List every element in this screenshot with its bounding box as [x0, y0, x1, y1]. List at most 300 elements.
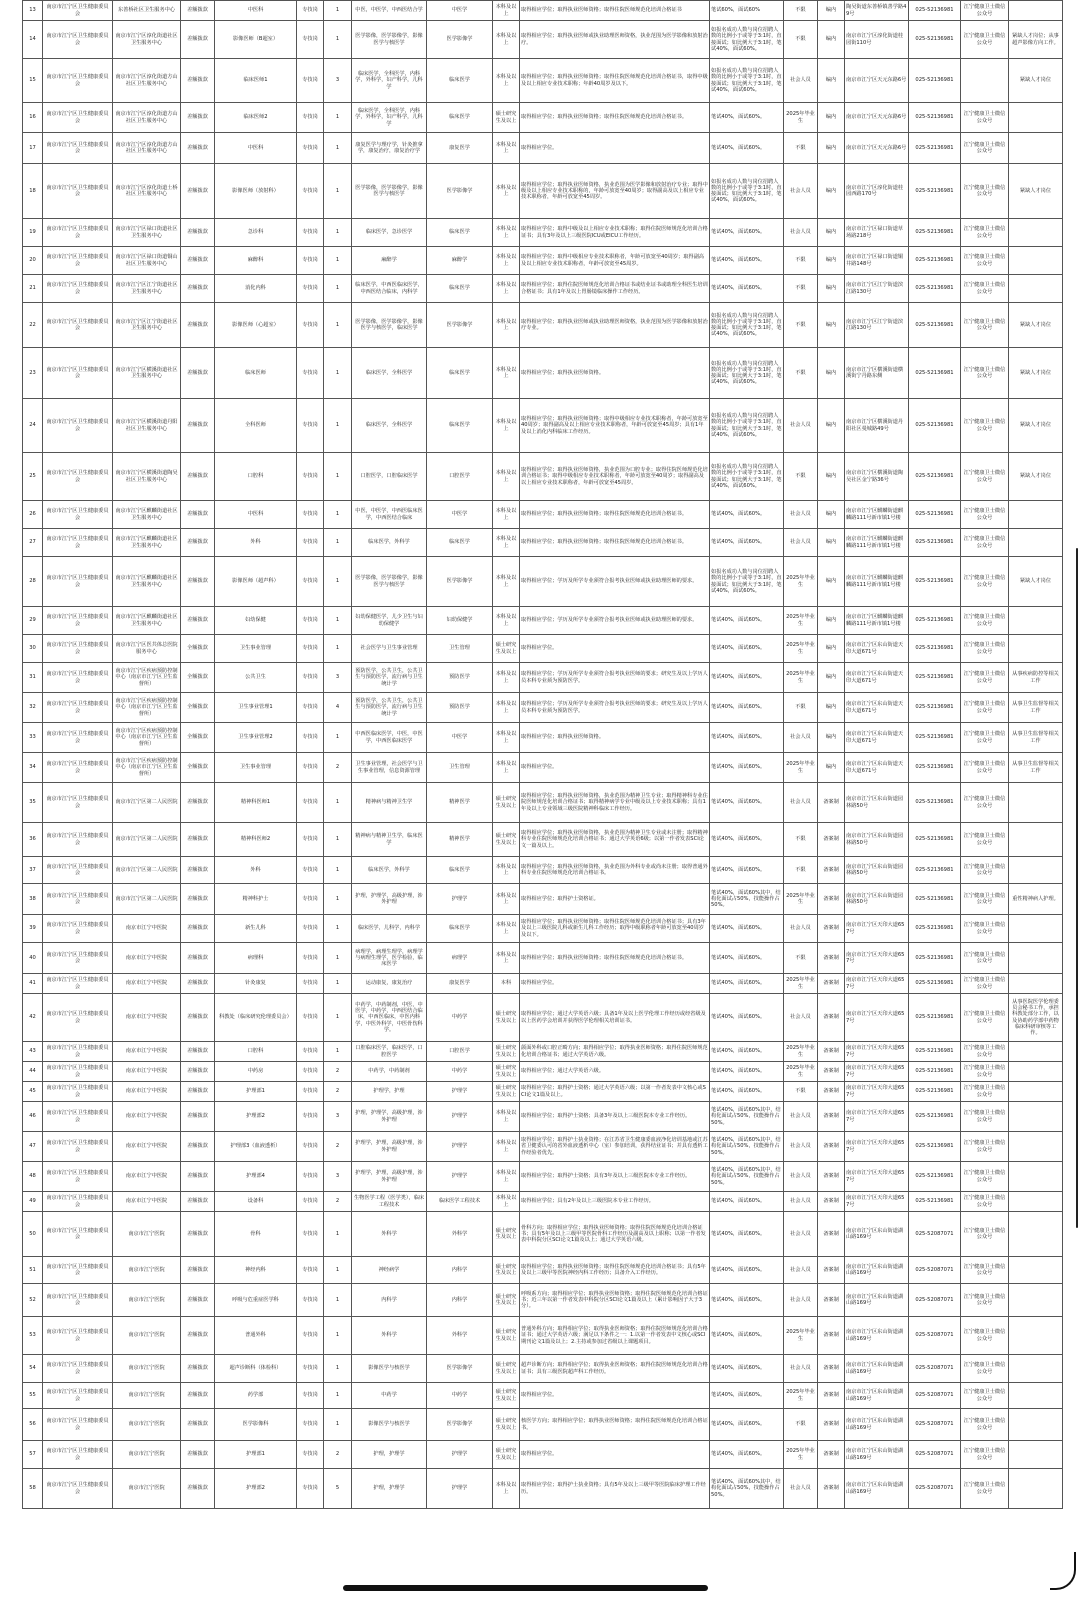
table-cell-b: 编内 — [818, 247, 845, 275]
table-cell-d: 南京市江宁区卫生健康委员会 — [43, 753, 113, 783]
table-cell-c: 1 — [324, 103, 352, 133]
table-cell-d: 南京市江宁区卫生健康委员会 — [43, 1469, 113, 1509]
table-cell-p: 中医科 — [215, 133, 297, 164]
table-cell-ph: 025-52136981 — [909, 943, 961, 974]
table-cell-pub: 江宁健康卫士微信公众号 — [961, 994, 1009, 1042]
table-cell-pub: 江宁健康卫士微信公众号 — [961, 693, 1009, 723]
table-cell-r: 核医学方向；取得相应学位；取得执业医师资格；取得住院医师规范化培训合格证书。 — [520, 1409, 710, 1441]
table-cell-u: 南京市江宁区疾病预防控制中心（南京市江宁区卫生监督所） — [113, 753, 181, 783]
scrollbar[interactable] — [1076, 548, 1078, 1228]
table-cell-f: 差额拨款 — [181, 857, 215, 884]
table-cell-b: 编内 — [818, 529, 845, 557]
table-cell-u: 南京市江宁区禄口街道社区卫生服务中心 — [113, 219, 181, 247]
table-cell-rm — [1009, 1212, 1063, 1257]
table-cell-c: 4 — [324, 693, 352, 723]
table-cell-b: 备案制 — [818, 1355, 845, 1383]
table-cell-r: 取得相应学位；取得护士资格；具有3年及以上三级医院本专业工作经历。 — [520, 1162, 710, 1192]
table-cell-p: 卫生事业管理 — [215, 635, 297, 663]
table-cell-r: 取得相应学位；具有2年及以上三级医院本专业工作经历。 — [520, 1192, 710, 1212]
table-row — [23, 1102, 1063, 1132]
table-cell-d: 南京市江宁区卫生健康委员会 — [43, 1162, 113, 1192]
table-cell-r: 取得相应学位；取得执业医师资格；取得中级相应专业技术职称者，年龄可放宽至40周岁；取得副高及以上相应专业技术职称者，年龄可放宽至45周岁；具有1年及以上消化内科临床工作经历。 — [520, 399, 710, 453]
table-cell-s: 麻醉学 — [427, 247, 493, 275]
table-row — [23, 303, 1063, 348]
table-cell-pub: 江宁健康卫士微信公众号 — [961, 884, 1009, 915]
table-cell-pub: 江宁健康卫士微信公众号 — [961, 823, 1009, 857]
table-cell-ph: 025-52136981 — [909, 59, 961, 103]
table-cell-m: 医学影像，医学影像学，影像医学与核医学 — [352, 557, 427, 607]
table-cell-p: 影像医师（超声科） — [215, 557, 297, 607]
table-cell-p: 影像医师（B超室） — [215, 21, 297, 59]
table-cell-e: 硕士研究生及以上 — [493, 1355, 520, 1383]
table-cell-e: 硕士研究生及以上 — [493, 1441, 520, 1469]
table-row — [23, 59, 1063, 103]
table-cell-d: 南京市江宁区卫生健康委员会 — [43, 857, 113, 884]
table-cell-a: 南京市江宁区东山街道湖山路169号 — [845, 1212, 909, 1257]
table-cell-w: 笔试60%，面试60% — [710, 1, 784, 21]
table-cell-u: 东善桥社区卫生服务中心 — [113, 1, 181, 21]
table-cell-u: 南京市江宁区禄口街道铜山社区卫生服务中心 — [113, 247, 181, 275]
table-cell-w: 如报名成功人数与岗位招聘人数的比例小于或等于3:1时，直接面试；如比例大于3:1时，笔试40%，面试60%。 — [710, 303, 784, 348]
table-cell-p: 护理部2 — [215, 1469, 297, 1509]
table-cell-a: 南京市江宁区东山街道园林路50号 — [845, 884, 909, 915]
table-cell-p: 中医科 — [215, 1, 297, 21]
table-cell-rm — [1009, 529, 1063, 557]
table-cell-s: 临床医学 — [427, 857, 493, 884]
table-cell-w: 笔试40%，面试60%。 — [710, 1192, 784, 1212]
table-cell-w: 如报名成功人数与岗位招聘人数的比例小于或等于3:1时，直接面试；如比例大于3:1时，笔试40%，面试60%。 — [710, 399, 784, 453]
table-cell-c: 1 — [324, 501, 352, 529]
table-cell-n: 46 — [23, 1102, 43, 1132]
table-cell-u: 南京市江宁中医院 — [113, 1192, 181, 1212]
table-cell-w: 笔试40%，面试60%。 — [710, 693, 784, 723]
table-cell-f: 差额拨款 — [181, 1062, 215, 1082]
table-cell-d: 南京市江宁区卫生健康委员会 — [43, 303, 113, 348]
table-cell-n: 38 — [23, 884, 43, 915]
table-cell-c: 1 — [324, 783, 352, 823]
table-cell-a: 陶吴街道东善桥镇善学路49号 — [845, 1, 909, 21]
table-cell-pub: 江宁健康卫士微信公众号 — [961, 348, 1009, 399]
table-cell-r: 取得相应学位；取得执业医师资格，执业范围为精神卫生专业；取得精神科专业住院医师规范化培训合格证书；取得精神病学专业中级及以上专业技术职称；具有1年及以上专业领域三级医院精神科临床工作经历。 — [520, 783, 710, 823]
table-cell-c: 2 — [324, 1192, 352, 1212]
table-cell-n: 39 — [23, 915, 43, 943]
table-cell-f: 差额拨款 — [181, 501, 215, 529]
table-cell-e: 本科及以上 — [493, 693, 520, 723]
table-cell-ph: 025-52136981 — [909, 133, 961, 164]
table-cell-o: 不限 — [784, 348, 818, 399]
table-cell-d: 南京市江宁区卫生健康委员会 — [43, 723, 113, 753]
table-cell-s: 临床医学工程技术 — [427, 1192, 493, 1212]
table-cell-ph: 025-52136981 — [909, 884, 961, 915]
table-cell-m: 临床医学，全科医学 — [352, 348, 427, 399]
table-cell-u: 南京市江宁区麒麟街道社区卫生服务中心 — [113, 557, 181, 607]
table-cell-m: 中医，中医学，中西医临床医学，中西医结合临床 — [352, 501, 427, 529]
table-cell-rm: 紧缺人才岗位 — [1009, 303, 1063, 348]
table-cell-pub: 江宁健康卫士微信公众号 — [961, 453, 1009, 501]
table-cell-r: 取得相应学位。 — [520, 133, 710, 164]
table-cell-a: 南京市江宁区横溪街道横溪街宁丹路东侧 — [845, 348, 909, 399]
table-cell-m: 妇幼保健医学，儿少卫生与妇幼保健学 — [352, 607, 427, 635]
table-cell-r: 取得相应学位；取得住院医师规范化培训合格证书或结业证书或助理全科医生培训合格证书；具有1年及以上胃肠镜临床操作工作经历。 — [520, 275, 710, 303]
table-cell-n: 48 — [23, 1162, 43, 1192]
table-cell-n: 57 — [23, 1441, 43, 1469]
table-cell-b: 编内 — [818, 663, 845, 693]
table-cell-b: 编内 — [818, 501, 845, 529]
table-row — [23, 1042, 1063, 1062]
table-cell-w: 笔试40%，面试60%。 — [710, 1383, 784, 1409]
table-row — [23, 943, 1063, 974]
table-cell-r: 取得相应学位；学历及所学专业须符合报考执业医师的要求；研究生及以上学历人员本科专业须为预防医学。 — [520, 693, 710, 723]
home-indicator[interactable] — [343, 1585, 708, 1591]
table-cell-m: 预防医学，公共卫生，公共卫生与预防医学，流行病与卫生统计学 — [352, 693, 427, 723]
table-cell-d: 南京市江宁区卫生健康委员会 — [43, 1441, 113, 1469]
table-cell-rm: 紧缺人才岗位 — [1009, 557, 1063, 607]
table-cell-a: 南京市江宁区天元东路6号 — [845, 133, 909, 164]
table-cell-w: 笔试40%，面试60%。 — [710, 723, 784, 753]
table-row — [23, 884, 1063, 915]
table-cell-t: 专技岗 — [297, 103, 324, 133]
table-cell-s: 护理学 — [427, 1162, 493, 1192]
table-cell-b: 编内 — [818, 753, 845, 783]
table-cell-d: 南京市江宁区卫生健康委员会 — [43, 823, 113, 857]
table-cell-ph: 025-52136981 — [909, 275, 961, 303]
table-cell-t: 专技岗 — [297, 275, 324, 303]
table-cell-w: 笔试40%，面试60%。 — [710, 663, 784, 693]
table-cell-n: 19 — [23, 219, 43, 247]
table-cell-d: 南京市江宁区卫生健康委员会 — [43, 693, 113, 723]
table-cell-m: 预防医学，公共卫生，公共卫生与预防医学，流行病与卫生统计学 — [352, 663, 427, 693]
table-cell-a: 南京市江宁区东山街道园林路50号 — [845, 857, 909, 884]
table-cell-s: 口腔医学 — [427, 1042, 493, 1062]
table-cell-ph: 025-52087071 — [909, 1469, 961, 1509]
table-cell-m: 影像医学与核医学 — [352, 1355, 427, 1383]
table-cell-p: 精神科医师2 — [215, 823, 297, 857]
table-cell-e: 硕士研究生及以上 — [493, 1284, 520, 1317]
table-cell-d: 南京市江宁区卫生健康委员会 — [43, 635, 113, 663]
table-cell-r: 普通外科方向；取得相应学位；取得执业医师资格；取得住院医师规范化培训合格证书；通过大学英语六级；满足以下条件之一：1.以第一作者发表中文核心或SCI期刊论文1篇及以上；2.主持或参加过省级以上课题项目。 — [520, 1317, 710, 1355]
table-cell-f: 全额拨款 — [181, 723, 215, 753]
table-cell-s: 护理学 — [427, 1441, 493, 1469]
table-cell-f: 差额拨款 — [181, 1469, 215, 1509]
table-cell-e: 本科及以上 — [493, 59, 520, 103]
table-cell-pub: 江宁健康卫士微信公众号 — [961, 635, 1009, 663]
table-cell-t: 专技岗 — [297, 884, 324, 915]
table-cell-pub — [961, 59, 1009, 103]
table-cell-rm: 紧缺人才岗位 — [1009, 399, 1063, 453]
table-cell-n: 51 — [23, 1257, 43, 1284]
table-cell-a: 南京市江宁区东山街道天印大道671号 — [845, 723, 909, 753]
table-row — [23, 21, 1063, 59]
table-cell-pub: 江宁健康卫士微信公众号 — [961, 1042, 1009, 1062]
table-cell-w: 如报名成功人数与岗位招聘人数的比例小于或等于3:1时，直接面试；如比例大于3:1时，笔试40%，面试60%。 — [710, 453, 784, 501]
table-cell-d: 南京市江宁区卫生健康委员会 — [43, 133, 113, 164]
table-cell-r: 取得相应学位；取得中级及以上相应专业技术职称；取得住院医师规范化培训合格证书；具有3年及以上三级医院ICU或EICU工作经历。 — [520, 219, 710, 247]
table-cell-a: 南京市江宁区麒麟街道麒麟路111号新市镇1号楼 — [845, 529, 909, 557]
table-cell-t: 专技岗 — [297, 1441, 324, 1469]
table-cell-e: 本科及以上 — [493, 219, 520, 247]
table-row — [23, 1062, 1063, 1082]
table-cell-r: 取得相应学位；取得执业医师资格。 — [520, 723, 710, 753]
table-cell-f: 差额拨款 — [181, 1132, 215, 1162]
table-cell-a: 南京市江宁区天印大道657号 — [845, 1192, 909, 1212]
table-row — [23, 133, 1063, 164]
table-cell-e: 本科及以上 — [493, 663, 520, 693]
table-cell-a: 南京市江宁区禄口街道铜井路148号 — [845, 247, 909, 275]
table-cell-ph: 025-52136981 — [909, 857, 961, 884]
table-row — [23, 219, 1063, 247]
table-cell-s: 临床医学 — [427, 219, 493, 247]
table-cell-r: 取得相应学位；取得执业医师资格；取得住院医师规范化培训合格证书。 — [520, 943, 710, 974]
table-cell-c: 1 — [324, 247, 352, 275]
table-cell-a: 南京市江宁区东山街道天印大道671号 — [845, 635, 909, 663]
table-cell-o: 社会人员 — [784, 1284, 818, 1317]
table-cell-b: 备案制 — [818, 1212, 845, 1257]
table-cell-o: 不限 — [784, 21, 818, 59]
table-cell-t: 专技岗 — [297, 974, 324, 994]
table-cell-pub: 江宁健康卫士微信公众号 — [961, 783, 1009, 823]
table-cell-u: 南京市江宁区江宁街道社区卫生服务中心 — [113, 275, 181, 303]
table-cell-n: 17 — [23, 133, 43, 164]
table-cell-p: 卫生事业管理1 — [215, 693, 297, 723]
table-cell-a: 南京市江宁区东山街道园林路50号 — [845, 783, 909, 823]
table-cell-c: 1 — [324, 1409, 352, 1441]
table-row — [23, 1441, 1063, 1469]
table-cell-a: 南京市江宁区淳化街道桂园西路170号 — [845, 164, 909, 219]
table-cell-m: 临床医学，全科医学 — [352, 399, 427, 453]
table-cell-e: 硕士研究生及以上 — [493, 103, 520, 133]
table-cell-w: 笔试40%，面试60%。 — [710, 501, 784, 529]
table-cell-t: 专技岗 — [297, 1102, 324, 1132]
table-cell-pub: 江宁健康卫士微信公众号 — [961, 1409, 1009, 1441]
table-cell-o: 2025年毕业生 — [784, 753, 818, 783]
table-cell-ph: 025-52136981 — [909, 915, 961, 943]
table-cell-d: 南京市江宁区卫生健康委员会 — [43, 884, 113, 915]
table-cell-d: 南京市江宁区卫生健康委员会 — [43, 1383, 113, 1409]
table-cell-c: 1 — [324, 1284, 352, 1317]
table-cell-t: 专技岗 — [297, 21, 324, 59]
table-cell-p: 超声诊断科（体检科） — [215, 1355, 297, 1383]
table-cell-u: 南京市江宁中医院 — [113, 1082, 181, 1102]
table-cell-n: 30 — [23, 635, 43, 663]
table-cell-f: 差额拨款 — [181, 219, 215, 247]
table-cell-pub: 江宁健康卫士微信公众号 — [961, 943, 1009, 974]
table-row — [23, 723, 1063, 753]
table-cell-e: 本科及以上 — [493, 753, 520, 783]
table-cell-r: 颌面外科或口腔正畸方向；取得相应学位；取得执业医师资格；取得住院医师规范化培训合格证书；通过大学英语六级。 — [520, 1042, 710, 1062]
table-cell-p: 骨科 — [215, 1212, 297, 1257]
table-cell-e: 本科及以上 — [493, 1, 520, 21]
table-cell-a: 南京市江宁区天印大道657号 — [845, 974, 909, 994]
table-cell-s: 护理学 — [427, 884, 493, 915]
table-cell-ph: 025-52136981 — [909, 635, 961, 663]
table-cell-w: 如报名成功人数与岗位招聘人数的比例小于或等于3:1时，直接面试；如比例大于3:1时，笔试40%，面试60%。 — [710, 21, 784, 59]
table-row — [23, 1, 1063, 21]
table-cell-d: 南京市江宁区卫生健康委员会 — [43, 1102, 113, 1132]
table-cell-f: 差额拨款 — [181, 59, 215, 103]
table-cell-b: 备案制 — [818, 1409, 845, 1441]
table-cell-r: 取得相应学位。 — [520, 1383, 710, 1409]
table-cell-d: 南京市江宁区卫生健康委员会 — [43, 1132, 113, 1162]
table-cell-o: 社会人员 — [784, 1102, 818, 1132]
table-cell-t: 专技岗 — [297, 1284, 324, 1317]
table-cell-f: 差额拨款 — [181, 1257, 215, 1284]
table-cell-rm: 从事医院医学伦理委员会秘书工作，承担科教处部分工作，以及协助药学部中药物临床科研审核等工作。 — [1009, 994, 1063, 1042]
table-cell-b: 编内 — [818, 275, 845, 303]
table-cell-m: 中西医临床医学，中医，中医学，中西医临床医学 — [352, 723, 427, 753]
table-cell-c: 1 — [324, 884, 352, 915]
table-cell-b: 备案制 — [818, 974, 845, 994]
table-cell-ph: 025-52087071 — [909, 1441, 961, 1469]
table-cell-w: 笔试40%，面试60%。 — [710, 1212, 784, 1257]
table-cell-d: 南京市江宁区卫生健康委员会 — [43, 1409, 113, 1441]
table-cell-u: 南京市江宁医院 — [113, 1284, 181, 1317]
table-cell-a: 南京市江宁区江宁街道滨江路130号 — [845, 303, 909, 348]
table-cell-o: 不限 — [784, 1409, 818, 1441]
table-cell-n: 28 — [23, 557, 43, 607]
table-cell-d: 南京市江宁区卫生健康委员会 — [43, 974, 113, 994]
table-cell-p: 卫生事业管理 — [215, 753, 297, 783]
table-cell-p: 影像医师（放射科） — [215, 164, 297, 219]
table-cell-u: 南京市江宁区淳化街道方山社区卫生服务中心 — [113, 59, 181, 103]
table-row — [23, 1469, 1063, 1509]
table-cell-pub: 江宁健康卫士微信公众号 — [961, 857, 1009, 884]
table-cell-ph: 025-52136981 — [909, 753, 961, 783]
table-cell-o: 社会人员 — [784, 1212, 818, 1257]
table-cell-t: 专技岗 — [297, 1383, 324, 1409]
table-cell-b: 编内 — [818, 164, 845, 219]
table-cell-u: 南京市江宁区疾病预防控制中心（南京市江宁区卫生监督所） — [113, 723, 181, 753]
table-cell-e: 本科及以上 — [493, 399, 520, 453]
table-cell-s: 外科学 — [427, 1212, 493, 1257]
table-cell-w: 笔试40%，面试60%。 — [710, 1355, 784, 1383]
table-row — [23, 635, 1063, 663]
table-cell-u: 南京市江宁中医院 — [113, 994, 181, 1042]
table-cell-pub: 江宁健康卫士微信公众号 — [961, 753, 1009, 783]
table-cell-d: 南京市江宁区卫生健康委员会 — [43, 1062, 113, 1082]
table-row — [23, 1132, 1063, 1162]
table-cell-u: 南京市江宁中医院 — [113, 1042, 181, 1062]
table-cell-b: 编内 — [818, 133, 845, 164]
table-cell-pub: 江宁健康卫士微信公众号 — [961, 1212, 1009, 1257]
table-cell-ph: 025-52136981 — [909, 974, 961, 994]
table-cell-f: 差额拨款 — [181, 1102, 215, 1132]
table-cell-f: 差额拨款 — [181, 164, 215, 219]
table-cell-pub: 江宁健康卫士微信公众号 — [961, 557, 1009, 607]
table-cell-d: 南京市江宁区卫生健康委员会 — [43, 399, 113, 453]
table-cell-r: 取得相应学位；取得护士资格；通过大学英语六级；以第一作者发表中文核心或SCI论文1篇及以上。 — [520, 1082, 710, 1102]
table-cell-u: 南京市江宁中医院 — [113, 1062, 181, 1082]
table-cell-a: 南京市江宁区天印大道657号 — [845, 1162, 909, 1192]
table-cell-t: 专技岗 — [297, 529, 324, 557]
table-cell-rm — [1009, 103, 1063, 133]
table-cell-pub: 江宁健康卫士微信公众号 — [961, 1284, 1009, 1317]
table-cell-s: 临床医学 — [427, 59, 493, 103]
table-cell-u: 南京市江宁区第二人民医院 — [113, 783, 181, 823]
table-cell-b: 编内 — [818, 453, 845, 501]
table-cell-u: 南京市江宁中医院 — [113, 974, 181, 994]
table-cell-n: 56 — [23, 1409, 43, 1441]
table-cell-p: 中药房 — [215, 1062, 297, 1082]
table-cell-u: 南京市江宁中医院 — [113, 1162, 181, 1192]
table-cell-d: 南京市江宁区卫生健康委员会 — [43, 1212, 113, 1257]
table-cell-o: 2025年毕业生 — [784, 103, 818, 133]
table-cell-t: 专技岗 — [297, 1, 324, 21]
table-cell-rm — [1009, 275, 1063, 303]
table-cell-w: 笔试40%，面试60%。 — [710, 974, 784, 994]
table-cell-f: 差额拨款 — [181, 1355, 215, 1383]
table-cell-w: 笔试40%，面试60%。 — [710, 219, 784, 247]
table-cell-f: 差额拨款 — [181, 1409, 215, 1441]
table-cell-u: 南京市江宁区淳化街道社区卫生服务中心 — [113, 21, 181, 59]
table-cell-pub: 江宁健康卫士微信公众号 — [961, 915, 1009, 943]
table-cell-r: 取得相应学位；取得执业医师资格，执业范围为口腔专业；取得住院医师规范化培训合格证书；取得中级相应专业技术职称者，年龄可放宽至40周岁；取得副高及以上相应专业技术职称者，年龄可放宽至45周岁。 — [520, 453, 710, 501]
table-cell-o: 社会人员 — [784, 219, 818, 247]
table-cell-c: 3 — [324, 59, 352, 103]
table-cell-a: 南京市江宁区横溪街道陶吴社区金宁路36号 — [845, 453, 909, 501]
table-cell-o: 社会人员 — [784, 994, 818, 1042]
table-cell-a: 南京市江宁区东山街道天印大道671号 — [845, 663, 909, 693]
table-cell-e: 本科及以上 — [493, 1132, 520, 1162]
table-cell-ph: 025-52136981 — [909, 607, 961, 635]
table-cell-b: 编内 — [818, 607, 845, 635]
table-cell-f: 全额拨款 — [181, 753, 215, 783]
table-cell-s: 妇幼保健学 — [427, 607, 493, 635]
table-cell-o: 社会人员 — [784, 1192, 818, 1212]
table-cell-o: 社会人员 — [784, 399, 818, 453]
table-cell-p: 护理部3（血液透析） — [215, 1132, 297, 1162]
table-cell-o: 社会人员 — [784, 723, 818, 753]
table-cell-s: 卫生管理 — [427, 635, 493, 663]
table-cell-c: 1 — [324, 635, 352, 663]
table-cell-r: 取得相应学位；取得护士资格证。 — [520, 884, 710, 915]
table-cell-rm: 从事卫生监督等相关工作 — [1009, 753, 1063, 783]
table-cell-o: 2025年毕业生 — [784, 635, 818, 663]
table-cell-a: 南京市江宁区淳化街道桂园街110号 — [845, 21, 909, 59]
table-cell-s: 预防医学 — [427, 663, 493, 693]
table-cell-t: 专技岗 — [297, 753, 324, 783]
table-cell-ph: 025-52136981 — [909, 1102, 961, 1132]
table-cell-c: 3 — [324, 1162, 352, 1192]
table-cell-n: 41 — [23, 974, 43, 994]
table-cell-c: 1 — [324, 219, 352, 247]
table-cell-n: 44 — [23, 1062, 43, 1082]
table-cell-m: 临床医学，全科医学，内科学，外科学，妇产科学，儿科学 — [352, 59, 427, 103]
table-cell-rm — [1009, 943, 1063, 974]
table-cell-d: 南京市江宁区卫生健康委员会 — [43, 219, 113, 247]
table-cell-t: 专技岗 — [297, 943, 324, 974]
table-cell-b: 备案制 — [818, 1082, 845, 1102]
table-row — [23, 1082, 1063, 1102]
table-cell-t: 专技岗 — [297, 693, 324, 723]
table-cell-f: 差额拨款 — [181, 529, 215, 557]
table-cell-t: 专技岗 — [297, 1192, 324, 1212]
table-cell-m: 护理，护理学，高级护理，涉外护理 — [352, 1102, 427, 1132]
table-cell-m: 护理学，护理，高级护理，涉外护理 — [352, 1162, 427, 1192]
table-cell-ph: 025-52087071 — [909, 1284, 961, 1317]
table-cell-b: 编内 — [818, 557, 845, 607]
table-cell-ph: 025-52087071 — [909, 1257, 961, 1284]
table-cell-u: 南京市江宁区第二人民医院 — [113, 857, 181, 884]
table-cell-t: 专技岗 — [297, 399, 324, 453]
table-cell-r: 取得相应学位；取得护士执业资格；具有5年及以上三级甲等医院临床护理工作经历。 — [520, 1469, 710, 1509]
table-row — [23, 275, 1063, 303]
table-cell-f: 差额拨款 — [181, 557, 215, 607]
table-cell-f: 差额拨款 — [181, 453, 215, 501]
table-cell-d: 南京市江宁区卫生健康委员会 — [43, 994, 113, 1042]
table-cell-ph: 025-52087071 — [909, 1409, 961, 1441]
table-cell-a: 南京市江宁区东山街道天印大道671号 — [845, 693, 909, 723]
table-cell-s: 中药学 — [427, 1383, 493, 1409]
